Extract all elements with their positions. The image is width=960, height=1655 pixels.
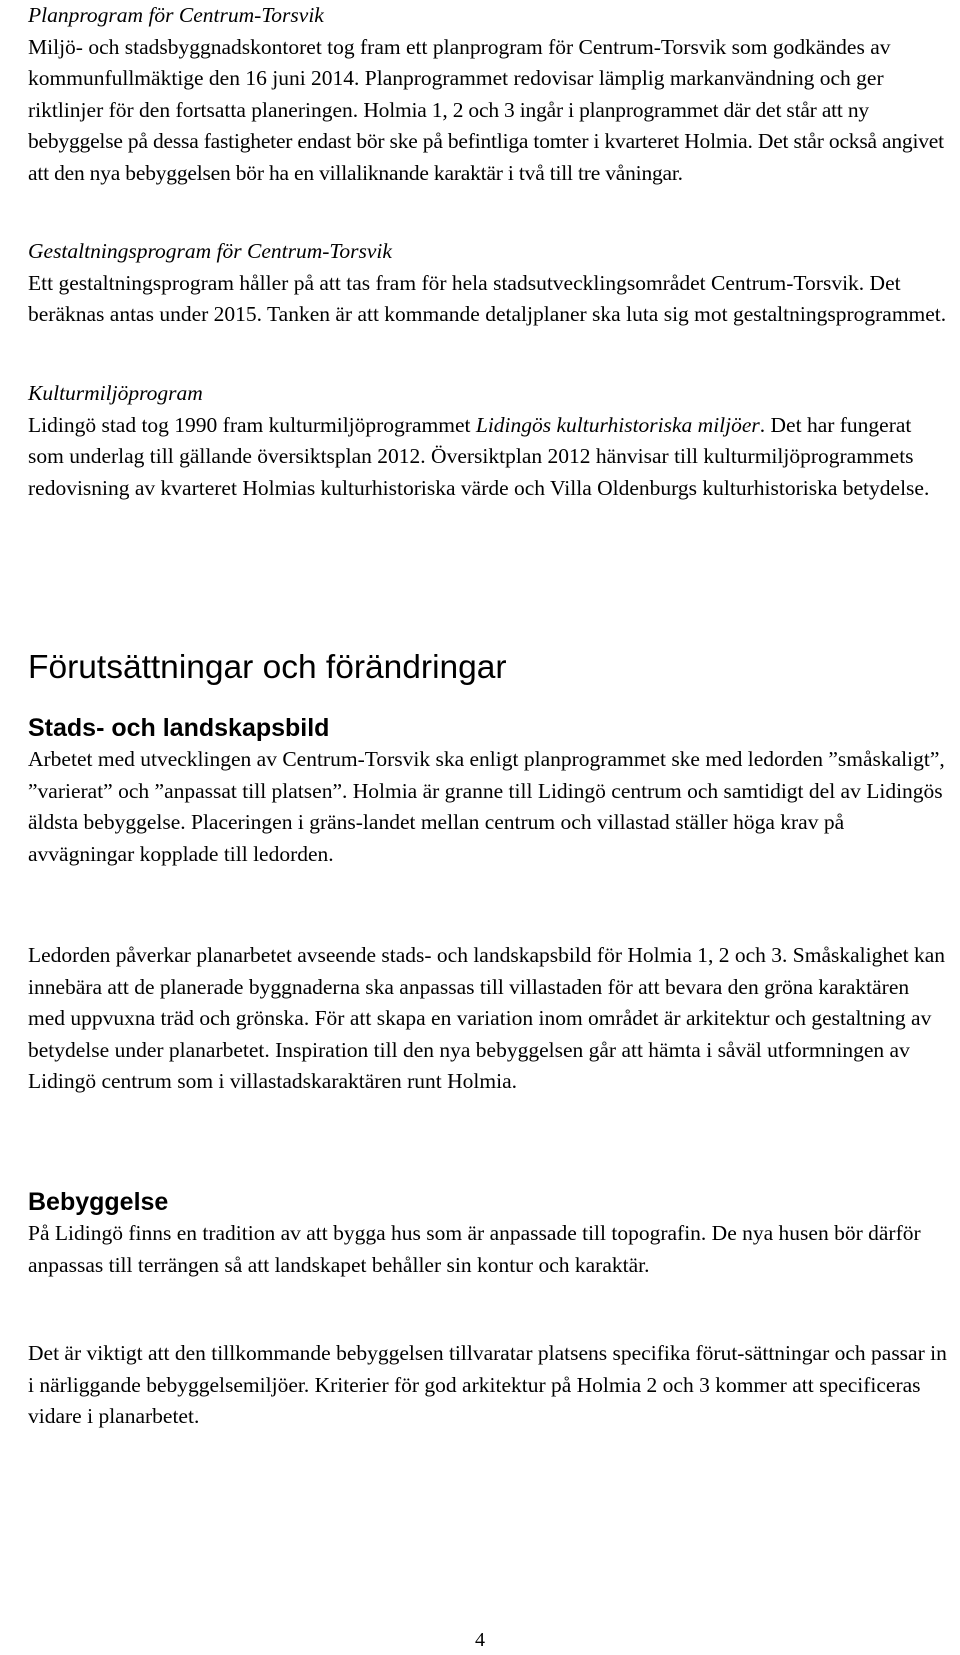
section-heading: Gestaltningsprogram för Centrum-Torsvik bbox=[28, 239, 392, 263]
section-gestaltning bbox=[28, 236, 948, 331]
page-number: 4 bbox=[475, 1629, 485, 1651]
paragraph: På Lidingö finns en tradition av att bygga hus som är anpassade till topografin. De nya husen bör därför anpassas till terrängen så att landskapet behåller sin kontur och karaktär. bbox=[28, 1221, 921, 1277]
section-planprogram bbox=[28, 0, 948, 190]
section-stads-landskapsbild-cont bbox=[28, 940, 948, 1098]
paragraph: Ledorden påverkar planarbetet avseende stads- och landskapsbild för Holmia 1, 2 och 3. Småskalighet kan innebära att de planerade byggnaderna ska anpassas till villastaden för att bevara den gröna karaktären med uppvuxna träd och grönska. För att skapa en variation inom området är arkitektur och gestaltning av betydelse under planarbetet. Inspiration till den nya bebyggelsen går att hämta i såväl utformningen av Lidingö centrum som i villastadskaraktären runt Holmia. bbox=[28, 943, 946, 1094]
section-kulturmiljo bbox=[28, 378, 948, 504]
section-body bbox=[28, 410, 948, 505]
paragraph: Det är viktigt att den tillkommande bebyggelsen tillvaratar platsens specifika förut-sättningar och passar in i närliggande bebyggelsemiljöer. Kriterier för god arkitektur på Holmia 2 och 3 kommer att specificeras vidare i planarbetet. bbox=[28, 1341, 947, 1429]
section-body: Ett gestaltningsprogram håller på att tas fram för hela stadsutvecklingsområdet Centrum-Torsvik. Det beräknas antas under 2015. Tanken är att kommande detaljplaner ska luta sig mot gestaltningsprogrammet. bbox=[28, 270, 947, 327]
section-heading: Bebyggelse bbox=[28, 1188, 169, 1216]
body-text: Miljö- och stadsbyggnadskontoret tog fram ett planprogram för Centrum-Torsvik som godkändes av kommunfullmäktige den 16 juni 2014. Planprogrammet redovisar lämplig markanvändning och ger riktlinjer för den fortsatta planeringen. bbox=[28, 34, 891, 122]
section-heading: Stads- och landskapsbild bbox=[28, 714, 330, 742]
paragraph: Arbetet med utvecklingen av Centrum-Torsvik ska enligt planprogrammet ske med ledorden ”småskaligt”, ”varierat” och ”anpassat till platsen”. Holmia är granne till Lidingö centrum och samtidigt del av Lidingös äldsta bebyggelse. Placeringen i gräns-landet mellan centrum och villastad ställer höga krav på avvägningar kopplade till ledorden. bbox=[28, 747, 945, 866]
section-bebyggelse-cont bbox=[28, 1338, 948, 1433]
main-heading: Förutsättningar och förändringar bbox=[28, 649, 507, 686]
body-text: Lidingö stad tog 1990 fram kulturmiljöprogrammet bbox=[28, 412, 476, 437]
section-bebyggelse bbox=[28, 1186, 948, 1281]
section-heading: Kulturmiljöprogram bbox=[28, 381, 203, 405]
body-text: . Det har fungerat som underlag till gällande översiktsplan 2012. Översiktplan 2012 hänvisar till kulturmiljöprogrammets redovisning av kvarteret Holmias kulturhistoriska värde och Villa Oldenburgs kulturhistoriska betydelse. bbox=[28, 412, 930, 500]
body-text: Holmia 1, 2 och 3 ingår i planprogrammet där det står att ny bebyggelse på dessa fastigheter endast bör ske på befintliga tomter i kvarteret Holmia. Det står också angivet att den nya bebyggelsen bör ha en villaliknande karaktär i två till tre våningar. bbox=[28, 97, 944, 185]
section-stads-landskapsbild bbox=[28, 712, 948, 870]
section-body bbox=[28, 32, 948, 190]
publication-title: Lidingös kulturhistoriska miljöer bbox=[475, 412, 760, 437]
section-heading: Planprogram för Centrum-Torsvik bbox=[28, 3, 324, 27]
